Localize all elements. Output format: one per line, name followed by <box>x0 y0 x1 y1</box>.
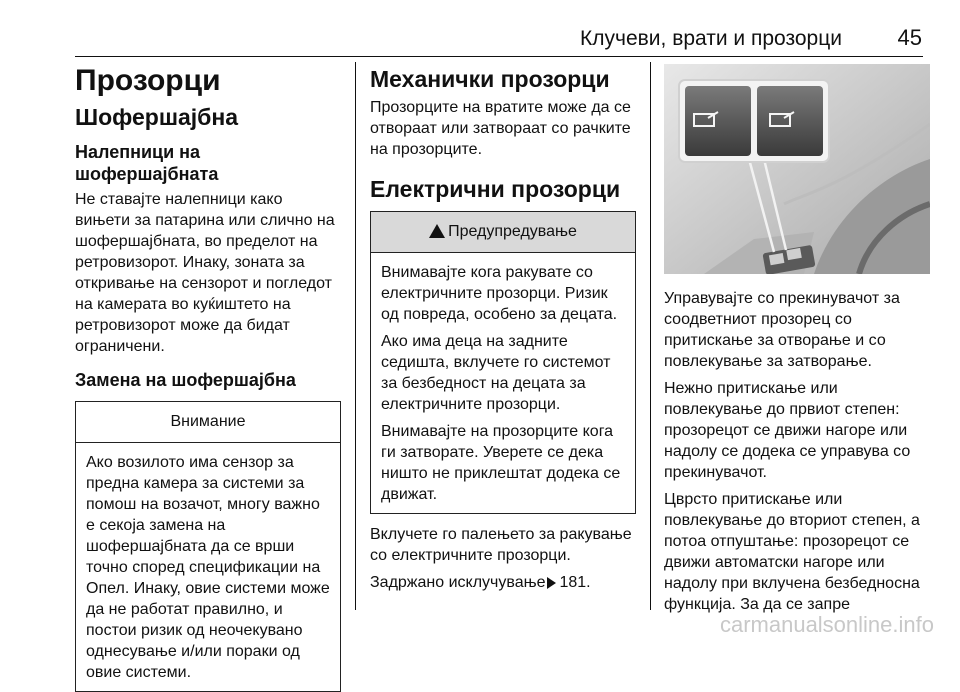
heading-windshield-replacement: Замена на шофершајбна <box>75 370 296 390</box>
section-title-windows: Прозорци <box>75 64 221 97</box>
paragraph-retained-power <box>370 572 636 593</box>
notice-box <box>75 401 341 692</box>
warning-title: Предупредување <box>448 223 577 240</box>
paragraph-stickers: Не ставајте налепници како вињети за патарина или слично на шофершајбната, во пределот на ретровизорот. Инаку, зоната за откривање на сензорот и погледот на камерата во куќиштето на ретровизорот може да бидат ограничени. <box>75 191 335 355</box>
page-reference-arrow-icon <box>547 577 556 589</box>
paragraph-ignition: Вклучете го палењето за ракување со електричните прозорци. <box>370 526 632 564</box>
column-2 <box>370 60 636 599</box>
paragraph-operate-switch: Управувајте со прекинувачот за соодветниот прозорец со притискање за отворање и со повлекување за затворање. <box>664 290 900 370</box>
column-1 <box>75 60 341 692</box>
window-switch-illustration <box>664 64 930 274</box>
column-divider-1 <box>355 62 356 610</box>
column-3 <box>664 60 930 621</box>
paragraph-manual-windows: Прозорците на вратите може да се отвораат или затвораат со рачките на прозорците. <box>370 99 631 158</box>
door-panel-drawing <box>664 64 930 274</box>
warning-paragraph-3: Внимавајте на прозорците кога ги затворате. Уверете се дека ништо не приклештат додека се движат. <box>381 423 621 503</box>
warning-paragraph-2: Ако има деца на задните седишта, вклучете го системот за безбедност на децата за електричните прозорци. <box>381 333 611 413</box>
running-head: Клучеви, врати и прозорци <box>580 27 842 50</box>
warning-box <box>370 211 636 514</box>
notice-text: Ако возилото има сензор за предна камера за системи за помош на возачот, многу важно е секоја замена на шофершајбната да се врши точно според спецификации на Опел. Инаку, овие системи може да не работат правилно, и постои ризик од неочекувано однесување и/или пораки од овие системи. <box>86 454 330 681</box>
heading-windshield-stickers: Налепници на шофершајбната <box>75 142 219 184</box>
notice-title: Внимание <box>76 402 340 443</box>
watermark: carmanualsonline.info <box>719 612 934 637</box>
retained-power-page-ref[interactable]: 181. <box>559 574 591 591</box>
paragraph-gentle-press: Нежно притискање или повлекување до првиот степен: прозорецот се движи нагоре или надолу се додека се управува со прекинувачот. <box>664 380 911 481</box>
warning-paragraph-1: Внимавајте кога ракувате со електричните прозорци. Ризик од повреда, особено за децата. <box>381 264 618 323</box>
paragraph-firm-press: Цврсто притискање или повлекување до вториот степен, а потоа отпуштање: прозорецот се движи автоматски нагоре или надолу при вклучена безбедносна функција. За да се запре <box>664 491 920 613</box>
page-header <box>0 0 960 58</box>
warning-triangle-icon <box>429 224 445 238</box>
column-divider-2 <box>650 62 651 610</box>
heading-power-windows: Електрични прозорци <box>370 176 621 202</box>
heading-manual-windows: Механички прозорци <box>370 66 610 92</box>
warning-title-bar <box>371 212 635 253</box>
page-number: 45 <box>897 25 922 50</box>
header-rule <box>75 56 923 57</box>
subtitle-windshield: Шофершајбна <box>75 104 239 130</box>
retained-power-text: Задржано исклучување <box>370 574 546 591</box>
